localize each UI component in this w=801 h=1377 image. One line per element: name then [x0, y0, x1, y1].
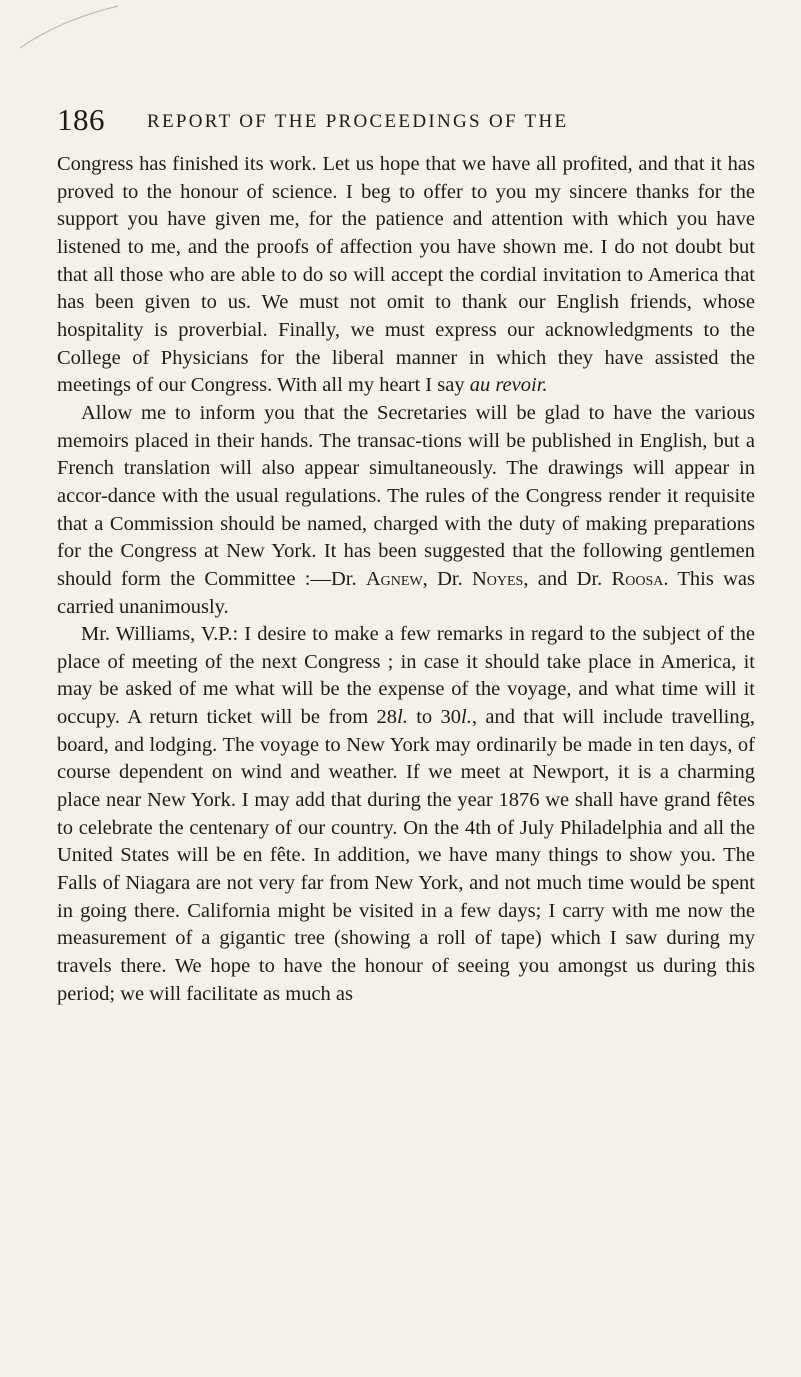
paragraph-text-start: Mr. Williams, V.P.: I desire to make a few remarks in regard to the subject of the place of meeting of the next Congress ; in case it should take place in America, it may be asked of me what will be the expense of the voyage, and what time will it occupy. A return ticket will be from 28	[57, 623, 755, 729]
page-number: 186	[57, 102, 105, 137]
committee-name-roosa: Roosa	[611, 567, 664, 590]
paragraph-text-end: . This was carried unanimously.	[57, 567, 755, 618]
committee-name-noyes: Noyes	[471, 567, 524, 590]
page-header	[57, 100, 747, 140]
running-head: REPORT OF THE PROCEEDINGS OF THE	[147, 111, 569, 132]
paragraph-closing-remarks	[57, 151, 755, 400]
body-text	[57, 151, 755, 1008]
committee-name-agnew: Agnew	[365, 567, 423, 590]
paragraph-text-end: , and that will include travelling, board, and lodging. The voyage to New York may ordinarily be made in ten days, of course dependent on wind and weather. If we meet at Newport, it is a charming place near New York. I may add that during the year 1876 we shall have grand fêtes to celebrate the centenary of our country. On the 4th of July Philadelphia and all the United States will be en fête. In addition, we have many things to show you. The Falls of Niagara are not very far from New York, and not much time would be spent in going there. California might be visited in a few days; I carry with me now the measurement of a gigantic tree (showing a roll of tape) which I saw during my travels there. We hope to have the honour of seeing you amongst us during this period; we will facilitate as much as	[57, 706, 755, 1005]
currency-unit: l.	[461, 706, 472, 729]
paragraph-williams-remarks	[57, 621, 755, 1008]
paragraph-announcements	[57, 400, 755, 621]
paragraph-text-start: Allow me to inform you that the Secretaries will be glad to have the various memoirs placed in their hands. The transac-tions will be published in English, but a French translation will also appear simultaneously. The drawings will appear in accor-dance with the usual regulations. The rules of the Congress render it requisite that a Commission should be named, charged with the duty of making preparations for the Congress at New York. It has been suggested that the following gentlemen should form the Committee :—Dr.	[57, 401, 755, 590]
paragraph-text-mid: to 30	[407, 706, 462, 729]
paragraph-text-mid: , and Dr.	[523, 567, 612, 590]
italic-phrase: au revoir.	[469, 374, 548, 397]
paragraph-text-mid: , Dr.	[422, 567, 472, 590]
scan-corner-mark	[0, 0, 160, 60]
currency-unit: l.	[397, 706, 408, 729]
paragraph-text: Congress has finished its work. Let us hope that we have all profited, and that it has proved to the honour of science. I beg to offer to you my sincere thanks for the support you have given me, for the patience and attention with which you have listened to me, and the proofs of affection you have shown me. I do not doubt but that all those who are able to do so will accept the cordial invitation to America that has been given to us. We must not omit to thank our English friends, whose hospitality is proverbial. Finally, we must express our acknowledgments to the College of Physicians for the liberal manner in which they have assisted the meetings of our Congress. With all my heart I say	[57, 153, 755, 397]
